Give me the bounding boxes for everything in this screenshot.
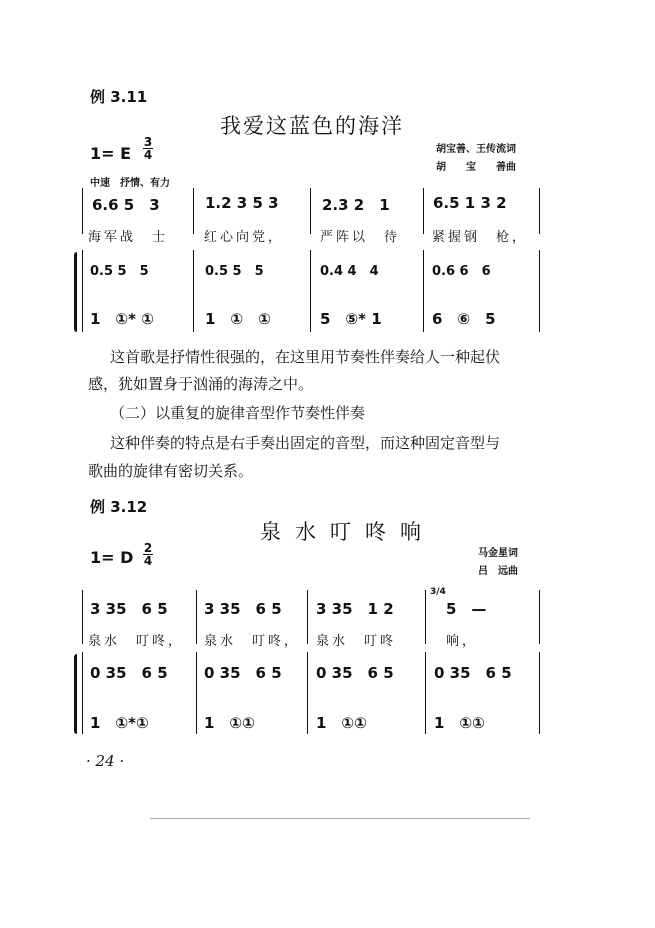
lyric-line: 海军战 士	[88, 230, 169, 245]
paragraph-line: 这种伴奏的特点是右手奏出固定的音型，而这种固定音型与	[110, 434, 501, 452]
lyric-line: 泉水 叮咚，	[204, 634, 301, 649]
paragraph-line: 这首歌是抒情性很强的，在这里用节奏性伴奏给人一种起伏	[110, 348, 501, 366]
barline	[82, 590, 83, 644]
barline	[307, 590, 308, 644]
system-brace	[74, 252, 77, 332]
time-signature: 2 4	[143, 541, 153, 568]
lyricist-credit: 马金星词	[478, 548, 518, 559]
accomp-lower-measure: 5 ⑤* 1	[320, 310, 382, 328]
time-signature: 3 4	[143, 135, 153, 162]
lyric-line: 泉水 叮咚，	[88, 634, 185, 649]
barline	[539, 652, 540, 734]
barline	[425, 590, 426, 644]
melody-meter-change: 3/4	[430, 587, 446, 597]
song-title: 泉水叮咚响	[260, 520, 435, 544]
example-label: 例 3.11	[90, 88, 148, 106]
melody-measure: 3 35 1 2	[316, 600, 394, 618]
accomp-upper-measure: 0 35 6 5	[316, 664, 394, 682]
barline	[82, 652, 83, 734]
accomp-upper-measure: 0 35 6 5	[434, 664, 512, 682]
barline	[423, 188, 424, 234]
melody-measure: 5 —	[446, 600, 487, 618]
accomp-lower-measure: 1 ①①	[434, 714, 485, 732]
barline	[310, 188, 311, 234]
accomp-lower-measure: 1 ① ①	[205, 310, 271, 328]
system-brace	[74, 654, 77, 734]
example-label: 例 3.12	[90, 498, 148, 516]
barline	[310, 250, 311, 332]
paragraph-line: 感，犹如置身于汹涌的海涛之中。	[88, 375, 314, 393]
barline	[539, 590, 540, 644]
barline	[196, 652, 197, 734]
melody-measure: 6.6 5 3	[92, 196, 160, 214]
lyric-line: 严阵以 待	[320, 230, 401, 245]
section-heading: （二）以重复的旋律音型作节奏性伴奏	[110, 404, 366, 422]
page-number: · 24 ·	[86, 752, 125, 770]
accomp-upper-measure: 0.5 5 5	[205, 264, 264, 279]
lyric-line: 红心向党，	[204, 230, 285, 245]
accomp-lower-measure: 1 ①*①	[90, 714, 149, 732]
melody-measure: 3 35 6 5	[90, 600, 168, 618]
barline	[423, 250, 424, 332]
accomp-upper-measure: 0.6 6 6	[432, 264, 491, 279]
barline	[193, 250, 194, 332]
accomp-upper-measure: 0.5 5 5	[90, 264, 149, 279]
accomp-lower-measure: 1 ①* ①	[90, 310, 154, 328]
song-title: 我爱这蓝色的海洋	[220, 114, 404, 138]
barline	[425, 652, 426, 734]
paragraph-line: 歌曲的旋律有密切关系。	[88, 462, 254, 480]
scan-artifact	[150, 818, 530, 819]
melody-measure: 2.3 2 1	[322, 196, 390, 214]
barline	[539, 188, 540, 234]
accomp-lower-measure: 6 ⑥ 5	[432, 310, 496, 328]
accomp-upper-measure: 0 35 6 5	[204, 664, 282, 682]
key-signature: 1= E	[90, 144, 132, 163]
melody-measure: 6.5 1 3 2	[433, 194, 507, 212]
accomp-lower-measure: 1 ①①	[316, 714, 367, 732]
lyric-line: 响，	[446, 634, 479, 649]
accomp-upper-measure: 0 35 6 5	[90, 664, 168, 682]
key-signature: 1= D	[90, 548, 134, 567]
barline	[193, 188, 194, 234]
barline	[82, 250, 83, 332]
composer-credit: 吕 远曲	[478, 566, 518, 577]
barline	[196, 590, 197, 644]
barline	[82, 188, 83, 234]
accomp-upper-measure: 0.4 4 4	[320, 264, 379, 279]
lyricist-credit: 胡宝善、王传流词	[436, 144, 516, 155]
lyric-line: 紧握钢 枪，	[432, 230, 529, 245]
lyric-line: 泉水 叮咚	[316, 634, 397, 649]
barline	[539, 250, 540, 332]
barline	[307, 652, 308, 734]
melody-measure: 1.2 3 5 3	[205, 194, 279, 212]
composer-credit: 胡 宝 善曲	[436, 162, 516, 173]
accomp-lower-measure: 1 ①①	[204, 714, 255, 732]
melody-measure: 3 35 6 5	[204, 600, 282, 618]
tempo-marking: 中速 抒情、有力	[90, 178, 170, 189]
